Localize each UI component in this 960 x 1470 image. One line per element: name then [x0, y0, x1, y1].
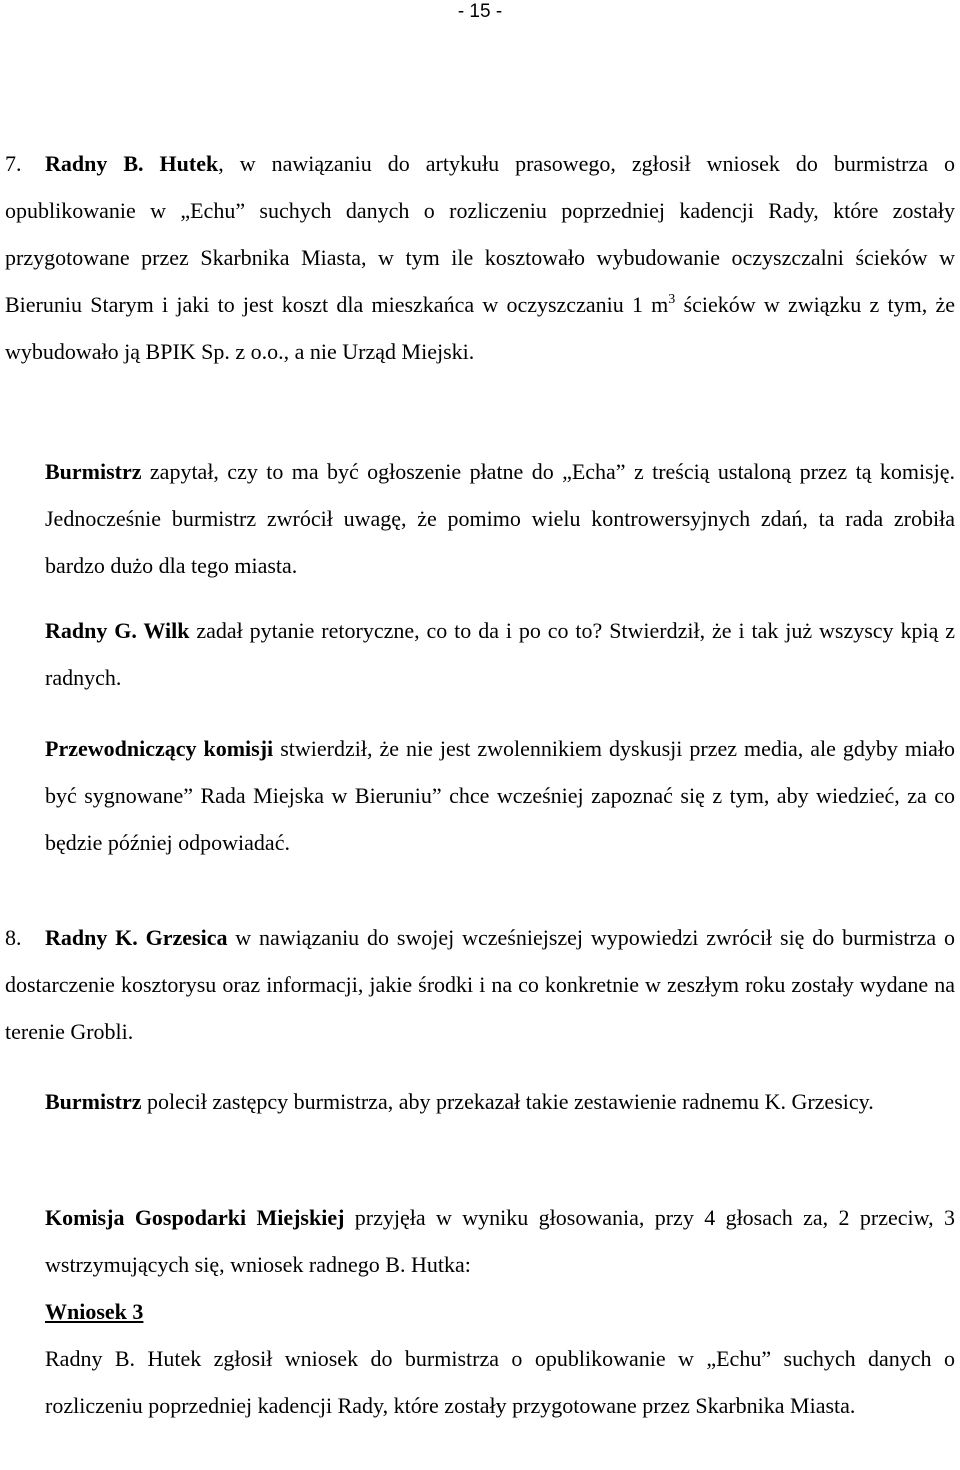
burmistrz-question-text: zapytał, czy to ma być ogłoszenie płatne do „Echa” z treścią ustaloną przez tą komisję. Jednocześnie burmistrz zwrócił uwagę, że pomimo wielu kontrowersyjnych zdań, ta rada zrobiła bardzo dużo dla tego miasta.	[45, 459, 955, 578]
item-7-superscript: 3	[668, 292, 676, 307]
burmistrz-reply-speaker: Burmistrz	[45, 1089, 142, 1114]
burmistrz-speaker: Burmistrz	[45, 459, 142, 484]
komisja-speaker: Komisja Gospodarki Miejskiej	[45, 1205, 345, 1230]
item-8-paragraph	[5, 914, 955, 1055]
item-7-text-end: ścieków w związku z tym, że wybudowało ją BPIK Sp. z o.o., a nie Urząd Miejski.	[5, 292, 955, 364]
item-8-speaker: Radny K. Grzesica	[45, 925, 228, 950]
item-7-paragraph	[5, 140, 955, 375]
item-7-speaker: Radny B. Hutek	[45, 151, 219, 176]
item-7-number: 7.	[5, 151, 22, 176]
item-8-number: 8.	[5, 925, 22, 950]
komisja-paragraph	[45, 1194, 955, 1288]
burmistrz-reply-paragraph	[45, 1078, 955, 1125]
wilk-text: zadał pytanie retoryczne, co to da i po co to? Stwierdził, że i tak już wszyscy kpią z radnych.	[45, 618, 955, 690]
burmistrz-reply-text: polecił zastępcy burmistrza, aby przekazał takie zestawienie radnemu K. Grzesicy.	[141, 1089, 874, 1114]
burmistrz-question-paragraph	[45, 448, 955, 589]
przewodniczacy-speaker: Przewodniczący komisji	[45, 736, 274, 761]
wniosek-text: Radny B. Hutek zgłosił wniosek do burmistrza o opublikowanie w „Echu” suchych danych o rozliczeniu poprzedniej kadencji Rady, które zostały przygotowane przez Skarbnika Miasta.	[45, 1346, 955, 1418]
wniosek-title: Wniosek 3	[45, 1299, 144, 1324]
item-7-text: , w nawiązaniu do artykułu prasowego, zgłosił wniosek do burmistrza o opublikowanie w „Echu” suchych danych o rozliczeniu poprzedniej kadencji Rady, które zostały przygotowane przez Skarbnika Miasta, w tym ile kosztowało wybudowanie oczyszczalni ścieków w Bieruniu Starym i jaki to jest koszt dla mieszkańca w oczyszczaniu 1 m	[5, 151, 955, 317]
page-number: - 15 -	[457, 1, 503, 22]
item-8-text: w nawiązaniu do swojej wcześniejszej wypowiedzi zwrócił się do burmistrza o dostarczenie kosztorysu oraz informacji, jakie środki i na co konkretnie w zeszłym roku zostały wydane na terenie Grobli.	[5, 925, 955, 1044]
przewodniczacy-text: stwierdził, że nie jest zwolennikiem dyskusji przez media, ale gdyby miało być sygnowane” Rada Miejska w Bieruniu” chce wcześniej zapoznać się z tym, aby wiedzieć, za co będzie później odpowiadać.	[45, 736, 956, 855]
wniosek-title-paragraph	[45, 1288, 955, 1335]
wilk-speaker: Radny G. Wilk	[45, 618, 190, 643]
przewodniczacy-paragraph	[45, 725, 955, 866]
komisja-text: przyjęła w wyniku głosowania, przy 4 głosach za, 2 przeciw, 3 wstrzymujących się, wniosek radnego B. Hutka:	[45, 1205, 955, 1277]
wilk-paragraph	[45, 607, 955, 701]
wniosek-paragraph	[45, 1335, 955, 1429]
